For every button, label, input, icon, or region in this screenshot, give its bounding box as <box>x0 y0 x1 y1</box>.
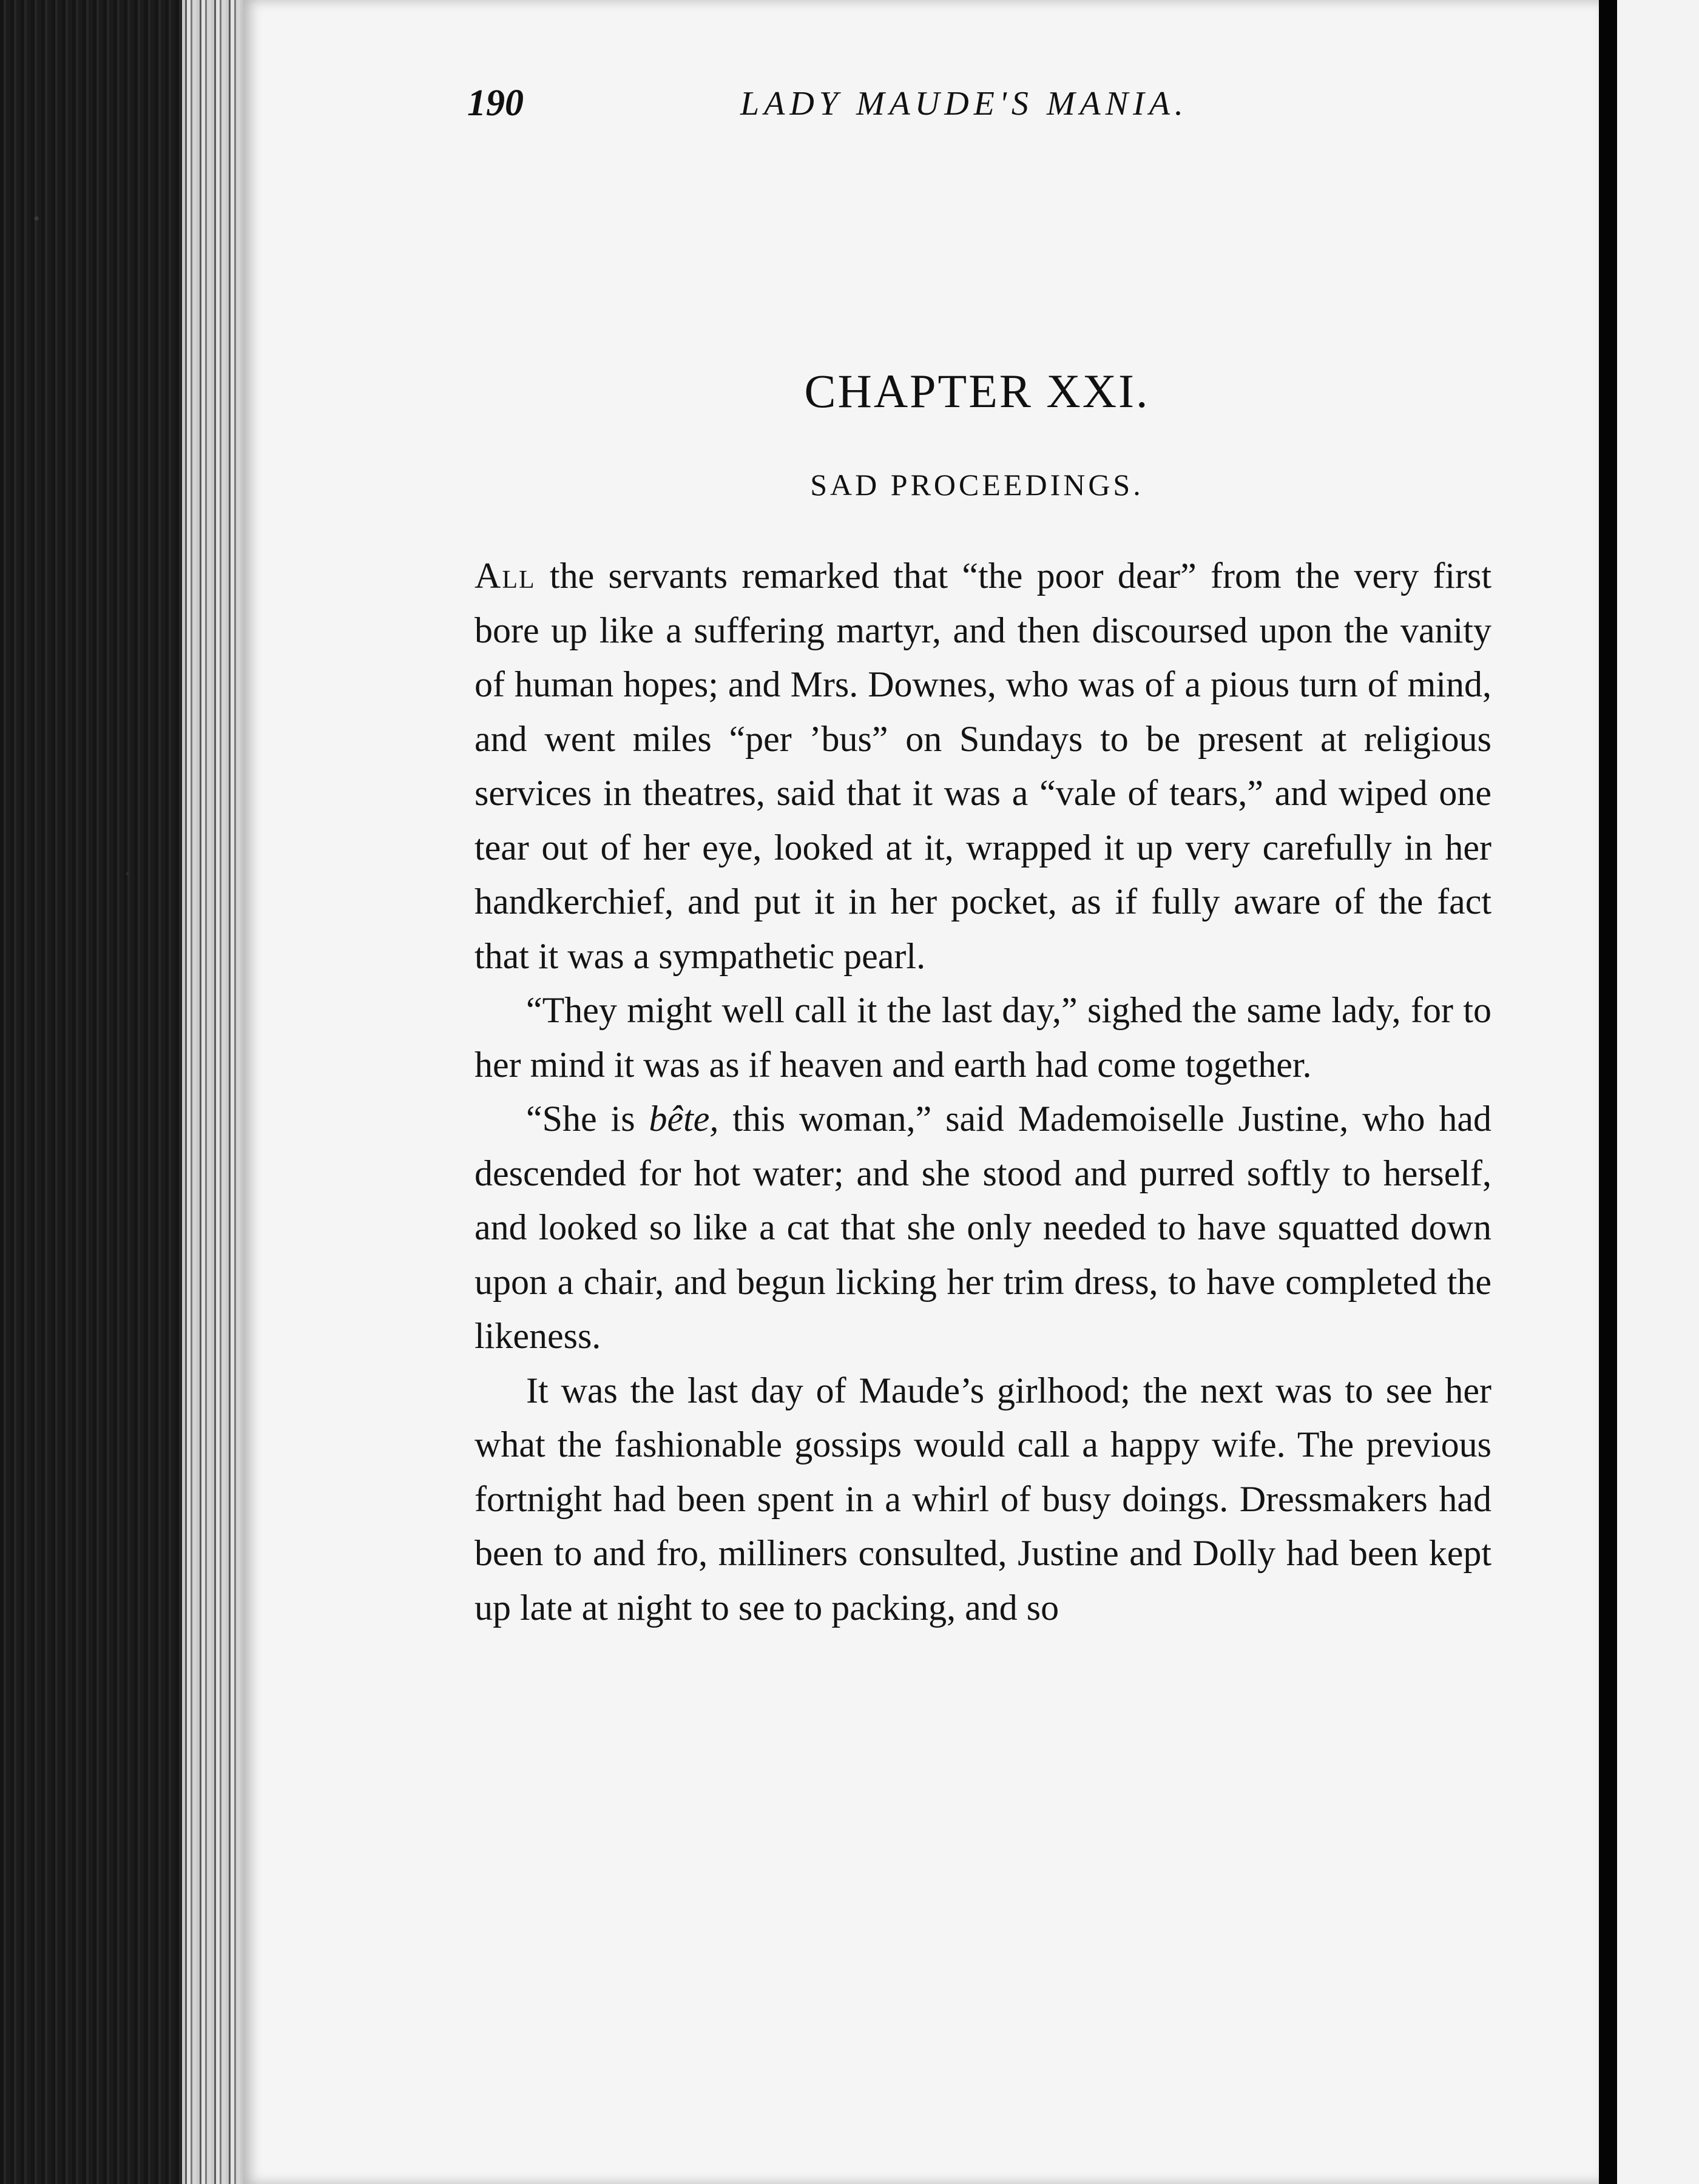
paragraph-1-text: the servants remarked that “the poor dear” from the very first bore up like a suffering martyr, and then discoursed upon the vanity of human hopes; and Mrs. Downes, who was of a pious turn of mind, and went miles “per ’bus” on Sundays to be present at religious services in theatres, said that it was a “vale of tears,” and wiped one tear out of her eye, looked at it, wrapped it up very carefully in her handkerchief, and put it in her pocket, as if fully aware of the fact that it was a sympathetic pearl. <box>475 556 1491 976</box>
book-binding-edge <box>0 0 182 2184</box>
paragraph-3 <box>475 1092 1491 1364</box>
chapter-subtitle: SAD PROCEEDINGS. <box>810 468 1144 502</box>
body-text <box>475 549 1491 1635</box>
paragraph-3-start: “She is <box>526 1099 649 1139</box>
paragraph-3-end: this woman,” said Mademoiselle Justine, who had descended for hot water; and she stood and purred softly to herself, and looked so like a cat that she only needed to have squatted down upon a chair, and begun licking her trim dress, to have completed the likeness. <box>475 1099 1492 1356</box>
paragraph-1 <box>475 549 1491 983</box>
gutter-shadow <box>1599 0 1617 2184</box>
paragraph-4: It was the last day of Maude’s girlhood; the next was to see her what the fashionable gossips would call a happy wife. The previous fortnight had been spent in a whirl of busy doings. Dressmakers had been to and fro, milliners consulted, Justine and Dolly had been kept up late at night to see to packing, and so <box>475 1370 1491 1628</box>
drop-word: All <box>475 556 536 596</box>
chapter-title: CHAPTER XXI. <box>804 365 1150 417</box>
paragraph-2: “They might well call it the last day,” sighed the same lady, for to her mind it was as if heaven and earth had come together. <box>475 990 1491 1085</box>
running-header <box>467 76 1220 130</box>
running-title: LADY MAUDE'S MANIA. <box>740 85 1188 123</box>
facing-page-edge <box>1617 0 1699 2184</box>
page-number: 190 <box>467 83 524 124</box>
italic-word: bête, <box>649 1099 719 1139</box>
